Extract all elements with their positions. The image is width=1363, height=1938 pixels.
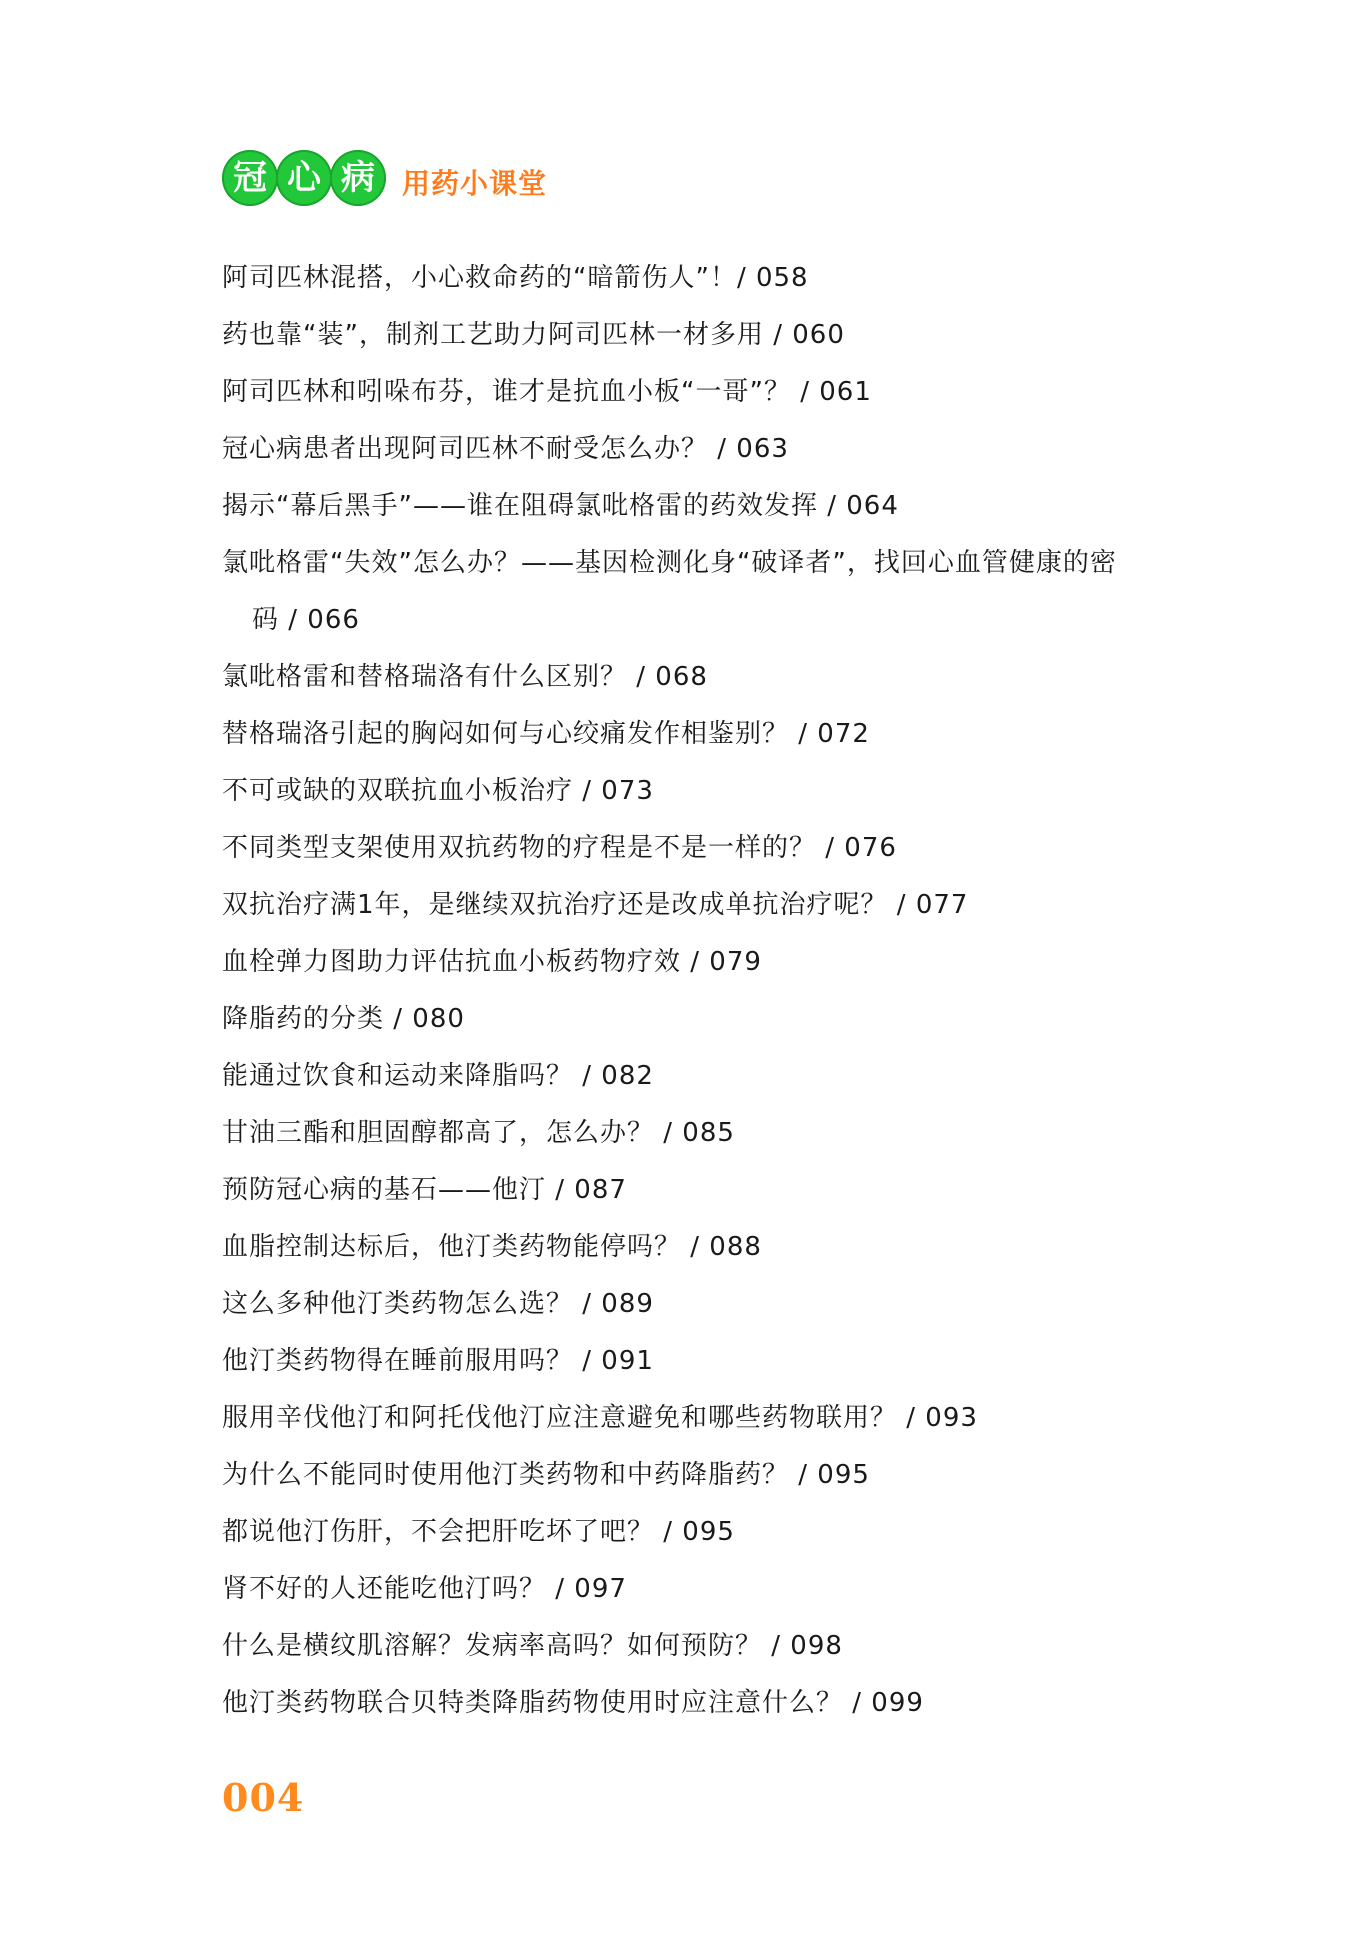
- toc-entry[interactable]: 不可或缺的双联抗血小板治疗 / 073: [222, 776, 654, 806]
- toc-entry[interactable]: 他汀类药物得在睡前服用吗？ / 091: [222, 1346, 654, 1376]
- toc-entry[interactable]: 这么多种他汀类药物怎么选？ / 089: [222, 1289, 654, 1319]
- toc-entry[interactable]: 阿司匹林和吲哚布芬，谁才是抗血小板“一哥”？ / 061: [222, 377, 872, 407]
- toc-entry[interactable]: 不同类型支架使用双抗药物的疗程是不是一样的？ / 076: [222, 833, 897, 863]
- logo-char-2: 心: [276, 150, 332, 206]
- toc-entry[interactable]: [222, 535, 1182, 649]
- toc-entry[interactable]: 血脂控制达标后，他汀类药物能停吗？ / 088: [222, 1232, 762, 1262]
- toc-entry[interactable]: 揭示“幕后黑手”——谁在阻碍氯吡格雷的药效发挥 / 064: [222, 491, 899, 521]
- toc-entry[interactable]: 都说他汀伤肝，不会把肝吃坏了吧？ / 095: [222, 1517, 735, 1547]
- toc-entry[interactable]: 他汀类药物联合贝特类降脂药物使用时应注意什么？ / 099: [222, 1688, 924, 1718]
- toc-entry[interactable]: 肾不好的人还能吃他汀吗？ / 097: [222, 1574, 627, 1604]
- toc-entry[interactable]: 预防冠心病的基石——他汀 / 087: [222, 1175, 627, 1205]
- book-header: [222, 148, 547, 208]
- toc-entry[interactable]: 为什么不能同时使用他汀类药物和中药降脂药？ / 095: [222, 1460, 870, 1490]
- toc-entry-continuation: 码 / 066: [252, 605, 360, 635]
- toc-entry-line: 氯吡格雷“失效”怎么办？——基因检测化身“破译者”，找回心血管健康的密: [222, 548, 1117, 578]
- toc-entry[interactable]: 甘油三酯和胆固醇都高了，怎么办？ / 085: [222, 1118, 735, 1148]
- logo-char-3: 病: [330, 150, 386, 206]
- toc-entry[interactable]: 服用辛伐他汀和阿托伐他汀应注意避免和哪些药物联用？ / 093: [222, 1403, 978, 1433]
- toc-entry[interactable]: 血栓弹力图助力评估抗血小板药物疗效 / 079: [222, 947, 762, 977]
- page-number: 004: [222, 1775, 305, 1820]
- toc-entry[interactable]: 降脂药的分类 / 080: [222, 1004, 465, 1034]
- toc-entry[interactable]: 药也靠“装”，制剂工艺助力阿司匹林一材多用 / 060: [222, 320, 845, 350]
- toc-entry[interactable]: 替格瑞洛引起的胸闷如何与心绞痛发作相鉴别？ / 072: [222, 719, 870, 749]
- book-subtitle: 用药小课堂: [402, 167, 548, 200]
- toc-entry[interactable]: 什么是横纹肌溶解？发病率高吗？如何预防？ / 098: [222, 1631, 843, 1661]
- toc-entry[interactable]: 双抗治疗满1年，是继续双抗治疗还是改成单抗治疗呢？ / 077: [222, 890, 969, 920]
- toc-entry[interactable]: 能通过饮食和运动来降脂吗？ / 082: [222, 1061, 654, 1091]
- book-logo: [222, 150, 384, 206]
- table-of-contents: [222, 250, 1182, 1732]
- toc-entry[interactable]: 阿司匹林混搭，小心救命药的“暗箭伤人”！/ 058: [222, 263, 809, 293]
- toc-entry[interactable]: 冠心病患者出现阿司匹林不耐受怎么办？ / 063: [222, 434, 789, 464]
- toc-entry[interactable]: 氯吡格雷和替格瑞洛有什么区别？ / 068: [222, 662, 708, 692]
- logo-char-1: 冠: [222, 150, 278, 206]
